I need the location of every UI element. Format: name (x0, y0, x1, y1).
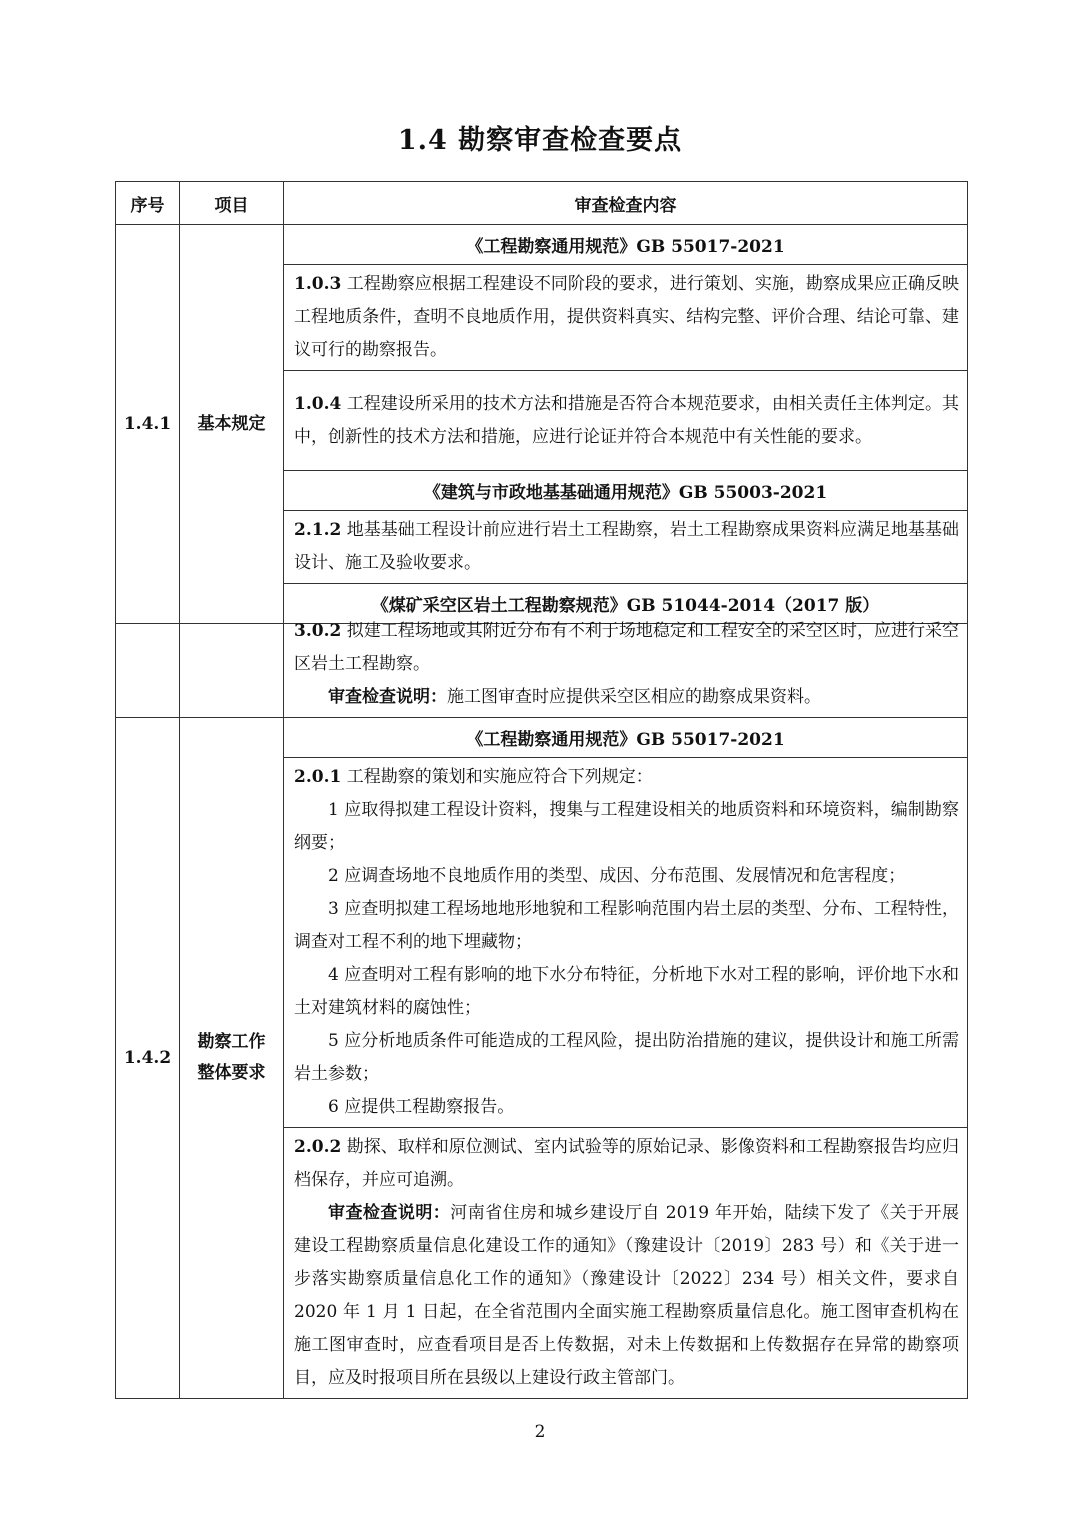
standard-title: 《工程勘察通用规范》GB 55017-2021 (284, 718, 968, 758)
note-label: 审查检查说明： (328, 1203, 451, 1223)
standard-title: 《建筑与市政地基基础通用规范》GB 55003-2021 (284, 471, 968, 511)
list-item-text: 应分析地质条件可能造成的工程风险，提出防治措施的建议，提供设计和施工所需岩土参数； (294, 1031, 959, 1084)
clause-cell (284, 265, 968, 371)
clause-text: 地基基础工程设计前应进行岩土工程勘察，岩土工程勘察成果资料应满足地基基础设计、施工及验收要求。 (294, 520, 959, 573)
section-item (180, 718, 284, 1399)
clause-number: 1.0.3 (294, 274, 342, 294)
clause-cell (284, 1128, 968, 1399)
standard-title: 《工程勘察通用规范》GB 55017-2021 (284, 225, 968, 265)
list-item-text: 应提供工程勘察报告。 (338, 1097, 515, 1117)
list-item-number: 6 (328, 1097, 339, 1117)
header-item: 项目 (180, 182, 284, 225)
section-item-line: 基本规定 (197, 413, 266, 434)
note-text: 施工图审查时应提供采空区相应的勘察成果资料。 (447, 687, 821, 707)
clause-number: 2.0.1 (294, 767, 342, 787)
list-item-text: 应查明对工程有影响的地下水分布特征，分析地下水对工程的影响，评价地下水和土对建筑材料的腐蚀性； (294, 965, 959, 1018)
section-seq-continued (116, 612, 180, 718)
note-text: 河南省住房和城乡建设厅自 2019 年开始，陆续下发了《关于开展建设工程勘察质量信息化建设工作的通知》（豫建设计〔2019〕283 号）和《关于进一步落实勘察质量信息化工作的通知》（豫建设计〔2022〕234 号）相关文件，要求自 2020 年 1 月 1 日起，在全省范围内全面实施工程勘察质量信息化。施工图审查机构在施工图审查时，应查看项目是否上传数据，对未上传数据和上传数据存在异常的勘察项目，应及时报项目所在县级以上建设行政主管部门。 (294, 1203, 959, 1388)
section-item (180, 225, 284, 624)
section-item-line: 整体要求 (197, 1063, 266, 1083)
clause-cell (284, 371, 968, 471)
section-seq: 1.4.2 (116, 718, 180, 1399)
list-item (294, 794, 959, 860)
review-table-continued (115, 612, 968, 1399)
list-item-text: 应调查场地不良地质作用的类型、成因、分布范围、发展情况和危害程度； (338, 866, 906, 886)
header-content: 审查检查内容 (284, 182, 968, 225)
list-item-number: 2 (328, 866, 339, 886)
table-row (116, 225, 968, 265)
list-item-text: 应取得拟建工程设计资料，搜集与工程建设相关的地质资料和环境资料，编制勘察纲要； (294, 800, 959, 853)
list-item (294, 1025, 959, 1091)
clause-number: 2.1.2 (294, 520, 342, 540)
list-item (294, 860, 959, 893)
list-item-number: 3 (328, 899, 339, 919)
page-number: 2 (534, 1422, 546, 1442)
clause-number: 2.0.2 (294, 1137, 342, 1157)
review-table (115, 181, 968, 624)
header-seq: 序号 (116, 182, 180, 225)
section-item-continued (180, 612, 284, 718)
clause-text: 工程勘察应根据工程建设不同阶段的要求，进行策划、实施，勘察成果应正确反映工程地质条件，查明不良地质作用，提供资料真实、结构完整、评价合理、结论可靠、建议可行的勘察报告。 (294, 274, 959, 360)
list-item-text: 应查明拟建工程场地地形地貌和工程影响范围内岩土层的类型、分布、工程特性，调查对工程不利的地下埋藏物； (294, 899, 959, 952)
clause-number: 3.0.2 (294, 621, 342, 641)
clause-cell (284, 758, 968, 1128)
list-item (294, 1091, 959, 1124)
clause-text: 工程建设所采用的技术方法和措施是否符合本规范要求，由相关责任主体判定。其中，创新性的技术方法和措施，应进行论证并符合本规范中有关性能的要求。 (294, 393, 959, 447)
table-header-row (116, 182, 968, 225)
list-item (294, 893, 959, 959)
section-seq: 1.4.1 (116, 225, 180, 624)
list-item-number: 4 (328, 965, 339, 985)
list-item-number: 5 (328, 1031, 339, 1051)
clause-text: 工程勘察的策划和实施应符合下列规定： (341, 767, 653, 787)
page-title: 1.4 勘察审查检查要点 (397, 125, 683, 156)
clause-text: 拟建工程场地或其附近分布有不利于场地稳定和工程安全的采空区时，应进行采空区岩土工程勘察。 (294, 621, 959, 674)
standard-title: 《煤矿采空区岩土工程勘察规范》GB 51044-2014（2017 版） (284, 584, 968, 624)
table-row (116, 612, 968, 718)
section-item-line: 勘察工作 (197, 1032, 266, 1052)
clause-cell (284, 612, 968, 718)
table-row (116, 718, 968, 758)
list-item (294, 959, 959, 1025)
note-label: 审查检查说明： (328, 687, 447, 707)
clause-text: 勘探、取样和原位测试、室内试验等的原始记录、影像资料和工程勘察报告均应归档保存，并应可追溯。 (294, 1137, 959, 1190)
list-item-number: 1 (328, 800, 339, 820)
clause-cell (284, 511, 968, 584)
clause-number: 1.0.4 (294, 393, 342, 414)
